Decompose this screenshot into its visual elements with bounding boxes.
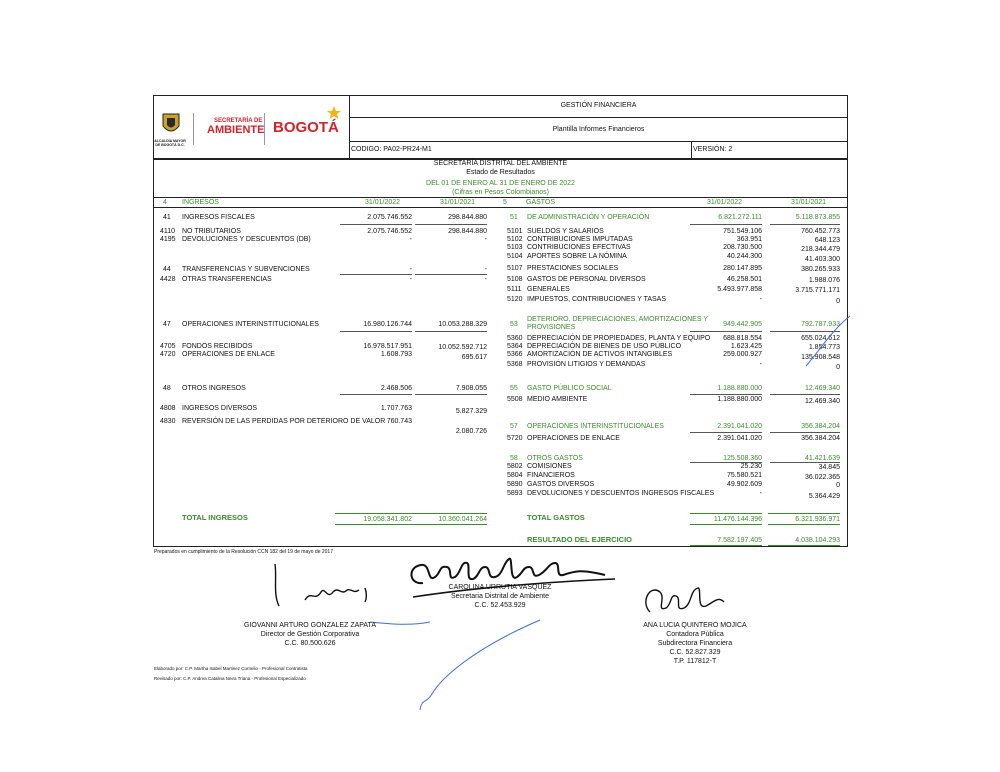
signature-right-id: C.C. 52.827.329 (669, 649, 721, 656)
right-underline-51-v1 (690, 224, 762, 225)
left-label-4428: OTRAS TRANSFERENCIAS (182, 276, 272, 283)
left-v2-4705: 10.052.592.712 (438, 344, 487, 351)
left-v2-4428: - (484, 276, 487, 283)
column-header-bottom (153, 207, 848, 208)
header-divider-version (691, 141, 692, 159)
left-label-4830: REVERSIÓN DE LAS PERDIDAS POR DETERIORO DE VALOR (182, 418, 386, 425)
right-v1-5890: 49.902.609 (726, 481, 762, 488)
right-code-58: 58 (510, 455, 518, 462)
right-v1-57: 2.391.041.020 (717, 423, 762, 430)
right-code-5101: 5101 (507, 228, 523, 235)
left-code-48: 48 (163, 385, 171, 392)
right-label-5111: GENERALES (527, 286, 570, 293)
left-v2-48: 7.908.055 (455, 385, 487, 392)
left-v1-4110: 2.075.746.552 (367, 228, 412, 235)
left-label-4720: OPERACIONES DE ENLACE (182, 351, 275, 358)
right-v1-5107: 280.147.895 (723, 265, 762, 272)
header-version: VERSIÓN: 2 (693, 146, 733, 153)
header-divider-2 (349, 141, 848, 142)
right-label-53: DETERIORO, DEPRECIACIONES, AMORTIZACIONES Y (527, 316, 708, 323)
right-label-5368: PROVISIÓN LITIGIOS Y DEMANDAS (527, 361, 646, 368)
left-code-4830: 4830 (160, 418, 176, 425)
left-code-4720: 4720 (160, 351, 176, 358)
left-v1-41: 2.075.746.552 (367, 214, 412, 221)
right-code-5102: 5102 (507, 236, 523, 243)
right-v1-58: 125.508.360 (723, 455, 762, 462)
right-label-5103: CONTRIBUCIONES EFECTIVAS (527, 244, 631, 251)
right-code-5804: 5804 (507, 472, 523, 479)
signature-center-role: Secretaria Distrital de Ambiente (450, 593, 550, 600)
right-code-5107: 5107 (507, 265, 523, 272)
alcaldia-logo (154, 112, 186, 150)
total-ingresos-v2: 10.360.041.264 (438, 516, 487, 523)
right-v1-5102: 363.951 (736, 236, 762, 243)
right-code-5893: 5893 (507, 490, 523, 497)
right-label-5102: CONTRIBUCIONES IMPUTADAS (527, 236, 633, 243)
right-v1-5360: 688.818.554 (723, 335, 762, 342)
left-code-4705: 4705 (160, 343, 176, 350)
left-underline-41-v1 (340, 224, 412, 225)
logo-separator-1 (193, 113, 194, 145)
right-v2-55: 12.469.340 (804, 385, 840, 392)
right-label-5508: MEDIO AMBIENTE (527, 396, 588, 403)
title-statement: Estado de Resultados (466, 169, 535, 176)
signature-left-name: GIOVANNI ARTURO GONZALEZ ZAPATA (244, 622, 376, 629)
left-label-47: OPERACIONES INTERINSTITUCIONALES (182, 321, 319, 328)
signature-left-role: Director de Gestión Corporativa (260, 631, 360, 638)
right-label-58: OTROS GASTOS (527, 455, 583, 462)
right-label-5366: AMORTIZACIÓN DE ACTIVOS INTANGIBLES (527, 351, 673, 358)
right-code-55: 55 (510, 385, 518, 392)
left-label-44: TRANSFERENCIAS Y SUBVENCIONES (182, 266, 310, 273)
right-v1-5804: 75.580.521 (726, 472, 762, 479)
total-gastos-v2: 6.321.936.971 (795, 516, 840, 523)
right-v2-5120: 0 (836, 298, 840, 305)
bogota-star-icon (327, 106, 341, 120)
right-v2-51: 5.118.873.855 (795, 214, 840, 221)
right-label-5360: DEPRECIACIÓN DE PROPIEDADES, PLANTA Y EQUIPO (527, 335, 711, 342)
right-code-5368: 5368 (507, 361, 523, 368)
right-v2-5364: 1.854.773 (808, 344, 840, 351)
right-v2-5804: 36.022.365 (804, 474, 840, 481)
left-v2-4830: 2.080.726 (455, 428, 487, 435)
right-date-2: 31/01/2021 (791, 199, 827, 206)
signature-right-role2: Subdirectora Financiera (657, 640, 733, 647)
right-label-5120: IMPUESTOS, CONTRIBUCIONES Y TASAS (527, 296, 666, 303)
right-label-5364: DEPRECIACIÓN DE BIENES DE USO PÚBLICO (527, 343, 682, 350)
right-code-51: 51 (510, 214, 518, 221)
total-gastos-label: TOTAL GASTOS (527, 513, 585, 522)
right-label-5890: GASTOS DIVERSOS (527, 481, 595, 488)
title-entity: SECRETARÍA DISTRITAL DEL AMBIENTE (433, 160, 568, 167)
right-v1-5893: - (759, 490, 762, 497)
right-v2-5508: 12.469.340 (804, 398, 840, 405)
left-code-47: 47 (163, 321, 171, 328)
left-label-4110: NO TRIBUTARIOS (182, 228, 241, 235)
right-code-5720: 5720 (507, 435, 523, 442)
header-divider-1 (349, 117, 848, 118)
left-v2-4195: - (484, 236, 487, 243)
right-v2-57: 356.384.204 (801, 423, 840, 430)
logo-separator-2 (264, 113, 265, 145)
left-v1-4720: 1.608.793 (380, 351, 412, 358)
left-v1-4195: - (409, 236, 412, 243)
left-v1-4808: 1.707.763 (380, 405, 412, 412)
right-v2-5102: 648.123 (814, 237, 840, 244)
right-code-5104: 5104 (507, 253, 523, 260)
footer-note: Preparados en cumplimiento de la Resolución CCN 182 del 19 de mayo de 2017 (154, 549, 333, 555)
right-code-5508: 5508 (507, 396, 523, 403)
right-code-5890: 5890 (507, 481, 523, 488)
right-code-5802: 5802 (507, 463, 523, 470)
right-code-5360: 5360 (507, 335, 523, 342)
right-v1-5101: 751.549.106 (723, 228, 762, 235)
signature-left-id: C.C. 80.500.626 (284, 640, 336, 647)
right-v2-5890: 0 (836, 482, 840, 489)
left-label-41: INGRESOS FISCALES (182, 214, 255, 221)
column-header-top (153, 197, 848, 198)
right-v1-51: 6.821.272.111 (718, 214, 762, 221)
left-underline-41-v2 (415, 224, 487, 225)
resultado-v2: 4.038.104.293 (795, 537, 840, 544)
left-v2-44: - (484, 266, 487, 273)
right-date-1: 31/01/2022 (707, 199, 743, 206)
signature-right-tp: T.P. 117812-T (673, 658, 717, 665)
right-v2-5368: 0 (836, 364, 840, 371)
left-label-4705: FONDOS RECIBIDOS (182, 343, 253, 350)
left-v2-4110: 298.844.880 (448, 228, 487, 235)
right-label-57: OPERACIONES INTERINSTITUCIONALES (527, 423, 664, 430)
resultado-v1: 7.582.197.405 (717, 537, 762, 544)
right-code-5366: 5366 (507, 351, 523, 358)
right-code-5108: 5108 (507, 276, 523, 283)
left-section-code: 4 (163, 199, 167, 206)
right-v2-5893: 5.364.429 (808, 493, 840, 500)
alcaldia-logo-text: ALCALDÍA MAYOR DE BOGOTÁ D.C. (154, 139, 186, 147)
right-v2-5802: 34.845 (818, 464, 840, 471)
left-v1-47: 16.980.126.744 (363, 321, 412, 328)
right-v2-5103: 218.344.479 (801, 246, 840, 253)
right-v1-5368: - (759, 361, 762, 368)
right-label-5802: COMISIONES (527, 463, 572, 470)
left-v1-4830: 760.743 (386, 418, 412, 425)
left-code-4428: 4428 (160, 276, 176, 283)
total-gastos-v1: 11.476.144.396 (713, 516, 762, 523)
right-v1-5104: 40.244.300 (726, 253, 762, 260)
total-ingresos-label: TOTAL INGRESOS (182, 513, 248, 522)
right-v2-53: 792.787.933 (801, 321, 840, 328)
left-code-41: 41 (163, 214, 171, 221)
right-v2-5108: 1.988.076 (808, 277, 840, 284)
logo-bogota: BOGOTÁ (273, 119, 339, 136)
total-ingresos-v1: 19.058.341.802 (363, 516, 412, 523)
left-section-title: INGRESOS (182, 199, 219, 206)
left-code-44: 44 (163, 266, 171, 273)
right-label-5104: APORTES SOBRE LA NÓMINA (527, 253, 627, 260)
elaborado-por: Elaborado por: C.P. Martha Isabel Martinez Cornelio - Profesional Contratista (154, 666, 308, 671)
right-label-53-line2: PROVISIONES (527, 324, 576, 331)
right-v1-5508: 1.188.880.000 (717, 396, 762, 403)
left-v1-4428: - (409, 276, 412, 283)
right-label-55: GASTO PÚBLICO SOCIAL (527, 385, 612, 392)
right-label-5101: SUELDOS Y SALARIOS (527, 228, 604, 235)
right-label-5720: OPERACIONES DE ENLACE (527, 435, 620, 442)
right-section-code: 5 (503, 199, 507, 206)
left-v2-41: 298.844.880 (448, 214, 487, 221)
right-v1-53: 949.442.905 (723, 321, 762, 328)
left-code-4808: 4808 (160, 405, 176, 412)
right-v1-5108: 46.258.501 (726, 276, 762, 283)
right-label-5804: FINANCIEROS (527, 472, 575, 479)
right-label-51: DE ADMINISTRACIÓN Y OPERACIÓN (527, 214, 650, 221)
right-v1-5111: 5.493.977.858 (717, 286, 762, 293)
left-v2-4720: 695.617 (461, 354, 487, 361)
right-section-title: GASTOS (526, 199, 556, 206)
right-v1-5720: 2.391.041.020 (717, 435, 762, 442)
right-code-5111: 5111 (507, 286, 522, 293)
right-underline-51-v2 (770, 224, 840, 225)
title-units: (Cifras en Pesos Colombianos) (452, 189, 549, 196)
left-v1-44: - (409, 266, 412, 273)
right-code-5120: 5120 (507, 296, 523, 303)
signature-center-id: C.C. 52.453.929 (474, 602, 526, 609)
logo-secretaria-line1: SECRETARÍA DE (214, 118, 263, 124)
right-v1-5364: 1.623.425 (730, 343, 762, 350)
resultado-label: RESULTADO DEL EJERCICIO (527, 535, 633, 544)
right-v2-5107: 380.265.933 (801, 266, 840, 273)
right-v2-5360: 655.024.612 (801, 335, 840, 342)
left-date-2: 31/01/2021 (440, 199, 476, 206)
right-v1-5120: - (759, 296, 762, 303)
right-label-5893: DEVOLUCIONES Y DESCUENTOS INGRESOS FISCALES (527, 490, 715, 497)
signature-left-drawing (255, 560, 385, 610)
left-v1-4705: 16.978.517.951 (363, 343, 412, 350)
left-v2-47: 10.053.288.329 (438, 321, 487, 328)
signature-right-name: ANA LUCIA QUINTERO MOJICA (643, 622, 747, 629)
header-gestion: GESTIÓN FINANCIERA (560, 102, 637, 109)
signature-right-role1: Contadora Pública (666, 631, 724, 638)
left-code-4195: 4195 (160, 236, 176, 243)
right-code-57: 57 (510, 423, 518, 430)
left-label-4195: DEVOLUCIONES Y DESCUENTOS (DB) (182, 236, 311, 243)
right-v1-5366: 259.000.927 (723, 351, 762, 358)
signature-center-name: CAROLINA URRUTIA VASQUEZ (448, 584, 552, 591)
right-v1-55: 1.188.880.000 (717, 385, 762, 392)
left-date-1: 31/01/2022 (365, 199, 401, 206)
right-v2-58: 41.421.639 (804, 455, 840, 462)
left-label-48: OTROS INGRESOS (182, 385, 246, 392)
right-code-5103: 5103 (507, 244, 523, 251)
right-v1-5103: 208.730.500 (723, 244, 762, 251)
revisado-por: Revisado por: C.P. Andrea Catalina Neira Triana - Profesional Especializado (154, 676, 306, 681)
right-v2-5111: 3.715.771.171 (795, 287, 840, 294)
right-v2-5101: 760.452.773 (801, 228, 840, 235)
right-v2-5104: 41.403.300 (804, 256, 840, 263)
title-period: DEL 01 DE ENERO AL 31 DE ENERO DE 2022 (426, 180, 575, 187)
right-v2-5720: 356.384.204 (801, 435, 840, 442)
logo-secretaria-line2: AMBIENTE (207, 124, 265, 136)
coat-of-arms-icon (161, 112, 181, 136)
left-v1-48: 2.468.506 (380, 385, 412, 392)
left-v2-4808: 5.827.329 (455, 408, 487, 415)
right-label-5107: PRESTACIONES SOCIALES (527, 265, 619, 272)
right-v1-5802: 25.230 (740, 463, 762, 470)
right-code-53: 53 (510, 321, 518, 328)
left-label-4808: INGRESOS DIVERSOS (182, 405, 258, 412)
left-code-4110: 4110 (160, 228, 176, 235)
header-plantilla: Plantilla Informes Financieros (552, 126, 645, 133)
right-label-5108: GASTOS DE PERSONAL DIVERSOS (527, 276, 646, 283)
right-code-5364: 5364 (507, 343, 523, 350)
right-v2-5366: 135.908.548 (801, 354, 840, 361)
header-codigo: CODIGO: PA02-PR24-M1 (351, 146, 432, 153)
